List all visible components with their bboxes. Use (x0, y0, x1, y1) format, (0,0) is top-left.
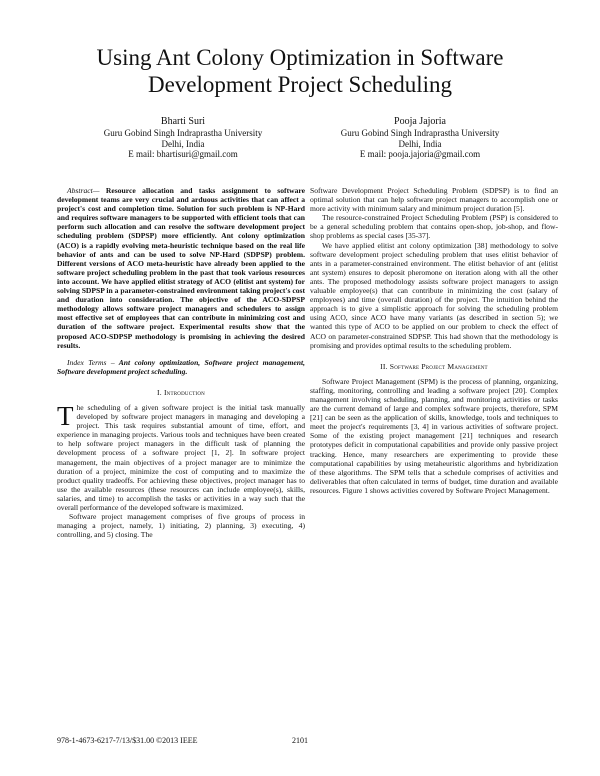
section-heading-introduction: I. Introduction (157, 387, 205, 397)
author-email: E mail: bhartisuri@gmail.com (128, 149, 238, 160)
right-paragraph-2: The resource-constrained Project Scheduling Problem (PSP) is considered to be a general scheduling problem that contains open-shop, job-shop, and flow-shop problems as special cases [35-37]. (310, 213, 558, 241)
title-line-2: Development Project Scheduling (147, 72, 453, 97)
author-affiliation: Guru Gobind Singh Indraprastha University (340, 128, 500, 138)
intro-paragraph-2: Software project management comprises of five groups of process in managing a project, namely, 1) initiating, 2) planning, 3) executing, 4) controlling, and 5) closing. The (57, 512, 305, 540)
author-location: Delhi, India (161, 138, 205, 149)
left-column (57, 186, 305, 539)
paper-title (0, 44, 600, 98)
index-terms (57, 358, 305, 376)
abstract (57, 186, 305, 350)
title-line-1: Using Ant Colony Optimization in Software (96, 45, 504, 70)
abstract-label: Abstract— (67, 186, 100, 195)
index-label: Index Terms – (67, 357, 115, 367)
right-paragraph-3: We have applied elitist ant colony optimization [38] methodology to solve software development project scheduling problem that uses elitist behavior of ants in a parameter-constrained environment. The elitist behavior of ant (elitist ant system) ensures to deposit pheromone on iteration along with all the other ants. The proposed methodology assists software project managers to assign valuable employee(s) that can contribute in minimizing the cost (salary of employees) and time (overall duration) of the project. The intuition behind the approach is to give a simplistic approach for solving the scheduling problem using ACO, since ACO have many variants (as described in section 5); we wanted this type of ACO to be applied on our problem to check the effect of ACO on parameter-constrained SDPSP. This had shown that the methodology is promising and provides optimal results to the scheduling problem. (310, 240, 558, 350)
section-heading-spm: II. Software Project Management (380, 361, 488, 371)
drop-cap: T (57, 400, 74, 431)
author-name: Pooja Jajoria (394, 116, 446, 127)
intro-paragraph-1-text: he scheduling of a given software project is the initial task manually developed by software project managers in managing and developing a project. This task requires substantial amount of time, effort, and experience in managing projects. Various tools and techniques have been created to help software project managers in the difficult task of planning the development process of a software project [1, 2]. In software project management, the main objectives of a project manager are to minimize the duration of a project, minimize the cost of computing and to maximize the product quality tradeoffs. For achieving these objectives, project manager has to use the available resources (these resources can include employee(s), skills, salaries, and time) to accomplish the tasks or activities in a way such that the overall performance of the developed software is maximized. (57, 402, 305, 512)
author-affiliation: Guru Gobind Singh Indraprastha University (103, 128, 263, 138)
footer-copyright: 978-1-4673-6217-7/13/$31.00 ©2013 IEEE (57, 736, 198, 745)
author-block-2 (305, 116, 535, 160)
author-email: E mail: pooja.jajoria@gmail.com (359, 149, 481, 160)
index-text: Ant colony optimization, Software project management, Software development project scheduling. (57, 357, 306, 376)
right-column (310, 186, 558, 495)
intro-paragraph-1 (57, 400, 305, 512)
spm-paragraph-1: Software Project Management (SPM) is the process of planning, organizing, staffing, monitoring, controlling and leading a software project [20]. Complex management involving scheduling, planning, and monitoring activities or tasks are the current demand of large and complex software projects, therefore, SPM [21] can be seen as the application of skills, knowledge, tools and techniques to meet the project's requirements [3, 4] in various activities of software project. Some of the existing project management [21] techniques and research prototypes deficit in computational capabilities and provide only passive project tracking. Hence, many researchers are experimenting to provide these computational capabilities by using metaheuristic algorithms and hybridization of these algorithms. The SPM tells that a schedule comprises of activities and deliverables that often calculated in terms of budget, time duration and available resources. Figure 1 shows activities covered by Software Project Management. (310, 376, 558, 495)
author-name: Bharti Suri (160, 116, 206, 127)
page-number: 2101 (292, 736, 308, 745)
abstract-text: Resource allocation and tasks assignment to software development teams are very crucial and arduous activities that can affect a project's cost and completion time. Solution for such problem is NP-Hard and requires software managers to be supported with efficient tools that can perform such allocation and can resolve the software development project scheduling problem (SDPSP) more efficiently. Ant colony optimization (ACO) is a rapidly evolving meta-heuristic technique based on the real life behavior of ants and can be used to solve NP-Hard (SDPSP) problem. Different versions of ACO meta-heuristic have already been applied to the software project scheduling problem in the past that took various resources into account. We have applied elitist strategy of ACO (elitist ant system) for solving SDPSP in a parameter-constrained environment taking project's cost and duration into consideration. The objective of the ACO-SDPSP methodology allows software project managers and schedulers to assign most effective set of employees that can contribute in minimizing cost and duration of the software project. Experimental results show that the proposed ACO-SDPSP methodology is promising in achieving the desired results. (57, 186, 305, 350)
author-block-1 (68, 116, 298, 160)
author-location: Delhi, India (398, 138, 442, 149)
right-paragraph-1: Software Development Project Scheduling Problem (SDPSP) is to find an optimal solution that can help software project managers to accomplish one or more activity with minimum salary and minimum project duration [5]. (310, 186, 558, 214)
